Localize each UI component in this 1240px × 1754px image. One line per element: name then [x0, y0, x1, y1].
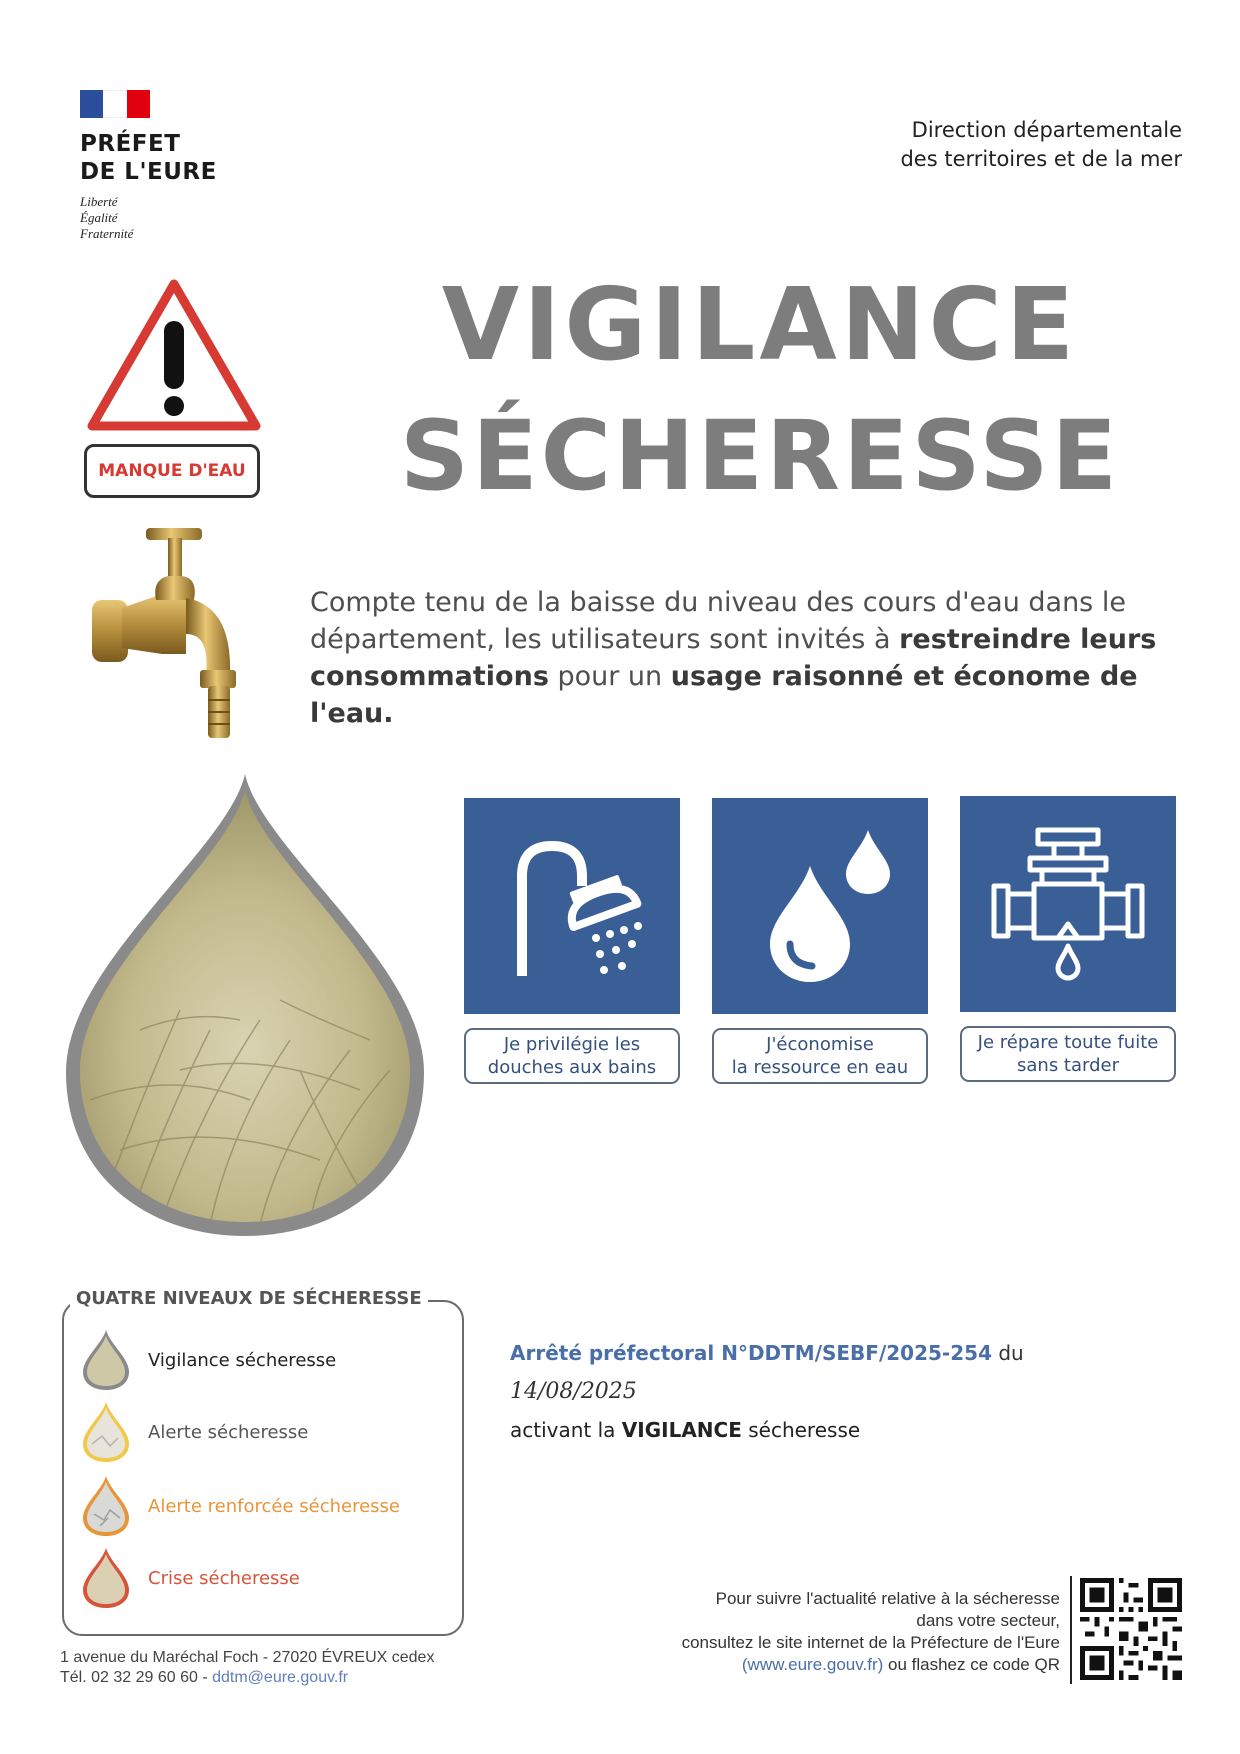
level-vigilance [80, 1328, 336, 1392]
contact-address [60, 1648, 434, 1688]
motto-liberte: Liberté [80, 194, 118, 209]
tip-save-water-line-1: J'économise [766, 1034, 874, 1055]
decree-date: 14/08/2025 [510, 1379, 637, 1404]
address-line: 1 avenue du Maréchal Foch - 27020 ÉVREUX cedex [60, 1649, 435, 1666]
tip-save-water [712, 798, 928, 1084]
level-crise-label: Crise sécheresse [148, 1567, 300, 1589]
shower-tile [464, 798, 680, 1014]
level-alerte [80, 1400, 308, 1464]
intro-bold-2: usage raisonné et économe de l'eau. [310, 661, 1138, 729]
qr-divider [1070, 1576, 1072, 1684]
tip-shower-caption [464, 1028, 680, 1084]
qr-code-icon[interactable] [1080, 1578, 1182, 1680]
level-alerte-label: Alerte sécheresse [148, 1421, 309, 1443]
alerte-drop-icon [80, 1400, 132, 1464]
tip-save-water-line-2: la ressource en eau [731, 1057, 909, 1078]
dry-grass-drop-icon [60, 770, 430, 1240]
tip-shower [464, 798, 680, 1084]
direction-heading [900, 116, 1182, 174]
level-alerte-renforcee [80, 1474, 400, 1538]
level-alerte-renforcee-label: Alerte renforcée sécheresse [148, 1495, 400, 1517]
email-link[interactable]: ddtm@eure.gouv.fr [212, 1669, 349, 1686]
decree-du: du [991, 1341, 1024, 1365]
follow-line-3: consultez le site internet de la Préfecture de l'Eure [681, 1633, 1060, 1652]
leaking-pipe-icon [988, 824, 1148, 984]
follow-suffix: ou flashez ce code QR [883, 1655, 1060, 1674]
tip-fix-leak-line-1: Je répare toute fuite [977, 1032, 1159, 1053]
drought-levels-title: QUATRE NIVEAUX DE SÉCHERESSE [70, 1288, 428, 1309]
intro-text-2: pour un [548, 661, 671, 692]
follow-line-2: dans votre secteur, [916, 1611, 1060, 1630]
shower-icon [492, 826, 652, 986]
water-shortage-label: MANQUE D'EAU [84, 444, 260, 498]
logo-line-1: PRÉFET [80, 131, 181, 157]
logo-line-2: DE L'EURE [80, 159, 217, 185]
alerte-renforcee-drop-icon [80, 1474, 132, 1538]
intro-bold-1: restreindre leurs consommations [310, 624, 1157, 692]
tip-save-water-caption [712, 1028, 928, 1084]
direction-line-1: Direction départementale [911, 118, 1182, 142]
water-drops-tile [712, 798, 928, 1014]
drought-levels-box [62, 1288, 464, 1636]
warning-triangle-icon [84, 276, 264, 436]
page-title [330, 258, 1190, 520]
water-tap-icon [82, 524, 282, 754]
decree-activation-level: VIGILANCE [621, 1418, 742, 1442]
decree-block [510, 1334, 1150, 1449]
leaking-pipe-tile [960, 796, 1176, 1012]
title-line-2: SÉCHERESSE [399, 400, 1121, 512]
level-crise [80, 1546, 300, 1610]
decree-activation-suffix: sécheresse [741, 1418, 861, 1442]
tip-shower-line-2: douches aux bains [487, 1057, 657, 1078]
intro-text-1: Compte tenu de la baisse du niveau des cours d'eau dans le département, les utilisateurs sont invités à [310, 587, 1126, 655]
tip-fix-leak [960, 796, 1176, 1082]
follow-info [682, 1588, 1060, 1676]
marianne-flag-icon [80, 90, 150, 118]
crise-drop-icon [80, 1546, 132, 1610]
website-link[interactable]: (www.eure.gouv.fr) [741, 1655, 884, 1674]
tip-fix-leak-caption [960, 1026, 1176, 1082]
vigilance-drop-icon [80, 1328, 132, 1392]
water-drops-icon [740, 826, 900, 986]
title-line-1: VIGILANCE [441, 266, 1079, 383]
decree-activation-prefix: activant la [510, 1418, 622, 1442]
tip-fix-leak-line-2: sans tarder [1017, 1055, 1119, 1076]
motto-egalite: Égalité [80, 210, 118, 225]
intro-paragraph [310, 584, 1180, 732]
follow-line-1: Pour suivre l'actualité relative à la sécheresse [715, 1589, 1060, 1608]
decree-reference: Arrêté préfectoral N°DDTM/SEBF/2025-254 [510, 1341, 992, 1365]
motto-fraternite: Fraternité [80, 226, 134, 241]
level-vigilance-label: Vigilance sécheresse [148, 1349, 337, 1371]
prefecture-logo [80, 90, 240, 242]
tip-shower-line-1: Je privilégie les [503, 1034, 641, 1055]
phone-number: Tél. 02 32 29 60 60 - [60, 1669, 213, 1686]
direction-line-2: des territoires et de la mer [900, 147, 1182, 171]
